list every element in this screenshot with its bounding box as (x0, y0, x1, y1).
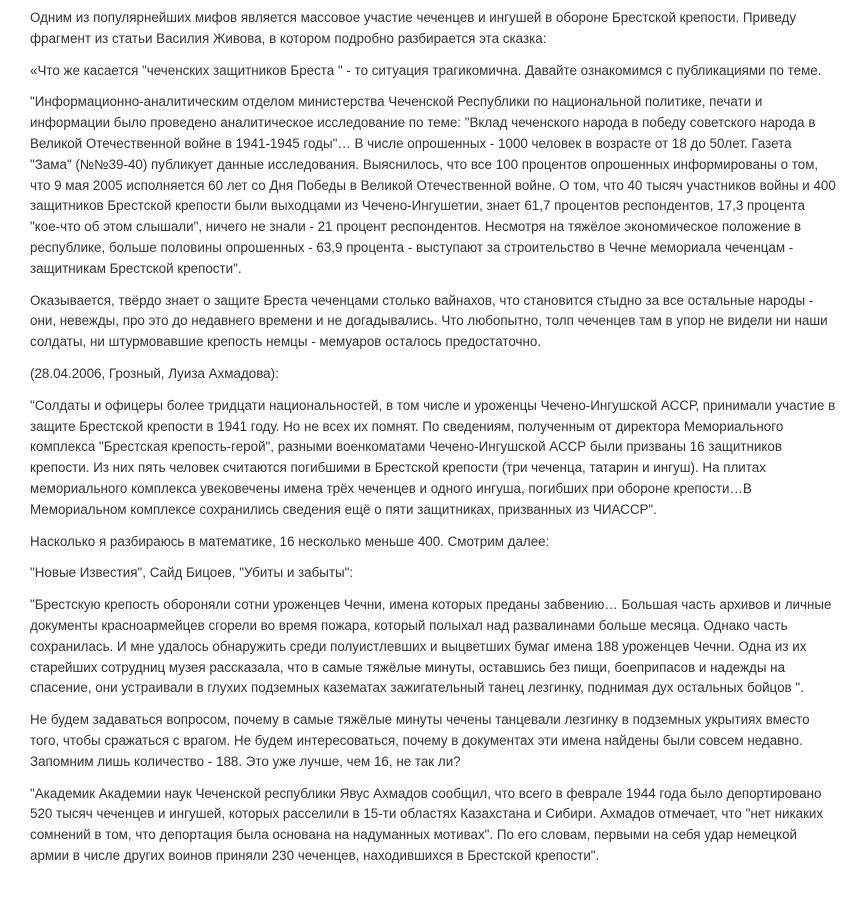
paragraph-source-2: "Новые Известия", Сайд Бицоев, "Убиты и забыты": (30, 565, 354, 581)
paragraph-source-1: (28.04.2006, Грозный, Луиза Ахмадова): (30, 365, 279, 381)
paragraph-intro: Одним из популярнейших мифов является массовое участие чеченцев и ингушей в обороне Брестской крепости. Приведу фрагмент из статьи Василия Живова, в котором подробно разбирается эта сказка: (30, 10, 797, 46)
paragraph-quote-start: «Что же касается "чеченских защитников Бреста " - то ситуация трагикомична. Давайте ознакомимся с публикациями по теме. (30, 62, 822, 78)
paragraph-akhmadov-quote: "Академик Академии наук Чеченской республики Явус Ахмадов сообщил, что всего в феврале 1944 года было депортировано 520 тысяч чеченцев и ингушей, которых расселили в 15-ти областях Казахстана и Сибири. Ахмадов отмечает, что "нет никаких сомнений в том, что депортация была основана на надуманных мотивах". По его словам, первыми на себя удар немецкой армии в числе других воинов приняли 230 чеченцев, находившихся в Брестской крепости". (30, 785, 824, 863)
paragraph-survey: "Информационно-аналитическим отделом министерства Чеченской Республики по национальной политике, печати и информации было проведено аналитическое исследование по теме: "Вклад чеченского народа в победу советского народа в Великой Отечественной войне в 1941-1945 годы"… В числе опрошенных - 1000 человек в возрасте от 18 до 50лет. Газета "Зама" (№№39-40) публикует данные исследования. Выяснилось, что все 100 процентов опрошенных информированы о том, что 9 мая 2005 исполняется 60 лет со Дня Победы в Великой Отечественной войне. О том, что 40 тысяч участников войны и 400 защитников Брестской крепости были выходцами из Чечено-Ингушетии, знает 61,7 процентов респондентов, 17,3 процента "кое-что об этом слышали", ничего не знали - 21 процент респондентов. Несмотря на тяжёлое экономическое положение в республике, больше половины опрошенных - 63,9 процента - выступают за строительство в Чечне мемориала чеченцам - защитникам Брестской крепости". (30, 94, 836, 276)
paragraph-bitsoev-quote: "Брестскую крепость обороняли сотни уроженцев Чечни, имена которых преданы забвению… Большая часть архивов и личные документы красноармейцев сгорели во время пожара, который полыхал над развалинами больше месяца. Однако часть сохранилась. И мне удалось обнаружить среди полуистлевших и выцветших бумаг имена 188 уроженцев Чечни. Одна из их старейших сотрудниц музея рассказала, что в самые тяжёлые минуты, оставшись без пищи, боеприпасов и надежды на спасение, они устраивали в глухих подземных казематах зажигательный танец лезгинку, поднимая дух остальных бойцов ". (30, 597, 832, 696)
paragraph-comment-2: Насколько я разбираюсь в математике, 16 несколько меньше 400. Смотрим далее: (30, 533, 550, 549)
paragraph-comment-1: Оказывается, твёрдо знает о защите Бреста чеченцами столько вайнахов, что становится стыдно за все остальные народы - они, невежды, про это до недавнего времени и не догадывались. Что любопытно, толп чеченцев там в упор не видели ни наши солдаты, ни штурмовавшие крепость немцы - мемуаров осталось предостаточно. (30, 292, 828, 350)
paragraph-comment-3: Не будем задаваться вопросом, почему в самые тяжёлые минуты чечены танцевали лезгинку в подземных укрытиях вместо того, чтобы сражаться с врагом. Не будем интересоваться, почему в документах эти имена найдены были совсем недавно. Запомним лишь количество - 188. Это уже лучше, чем 16, не так ли? (30, 712, 810, 769)
paragraph-soldiers: "Солдаты и офицеры более тридцати национальностей, в том числе и уроженцы Чечено-Ингушской АССР, принимали участие в защите Брестской крепости в 1941 году. Но не всех их помнят. По сведениям, полученным от директора Мемориального комплекса "Брестская крепость-герой", разными военкоматами Чечено-Ингушской АССР были призваны 16 защитников крепости. Из них пять человек считаются погибшими в Брестской крепости (три чеченца, татарин и ингуш). На плитах мемориального комплекса увековечены имена трёх чеченцев и одного ингуша, погибших при обороне крепости…В Мемориальном комплексе сохранились сведения ещё о пяти защитниках, призванных из ЧИАССР". (30, 397, 836, 517)
